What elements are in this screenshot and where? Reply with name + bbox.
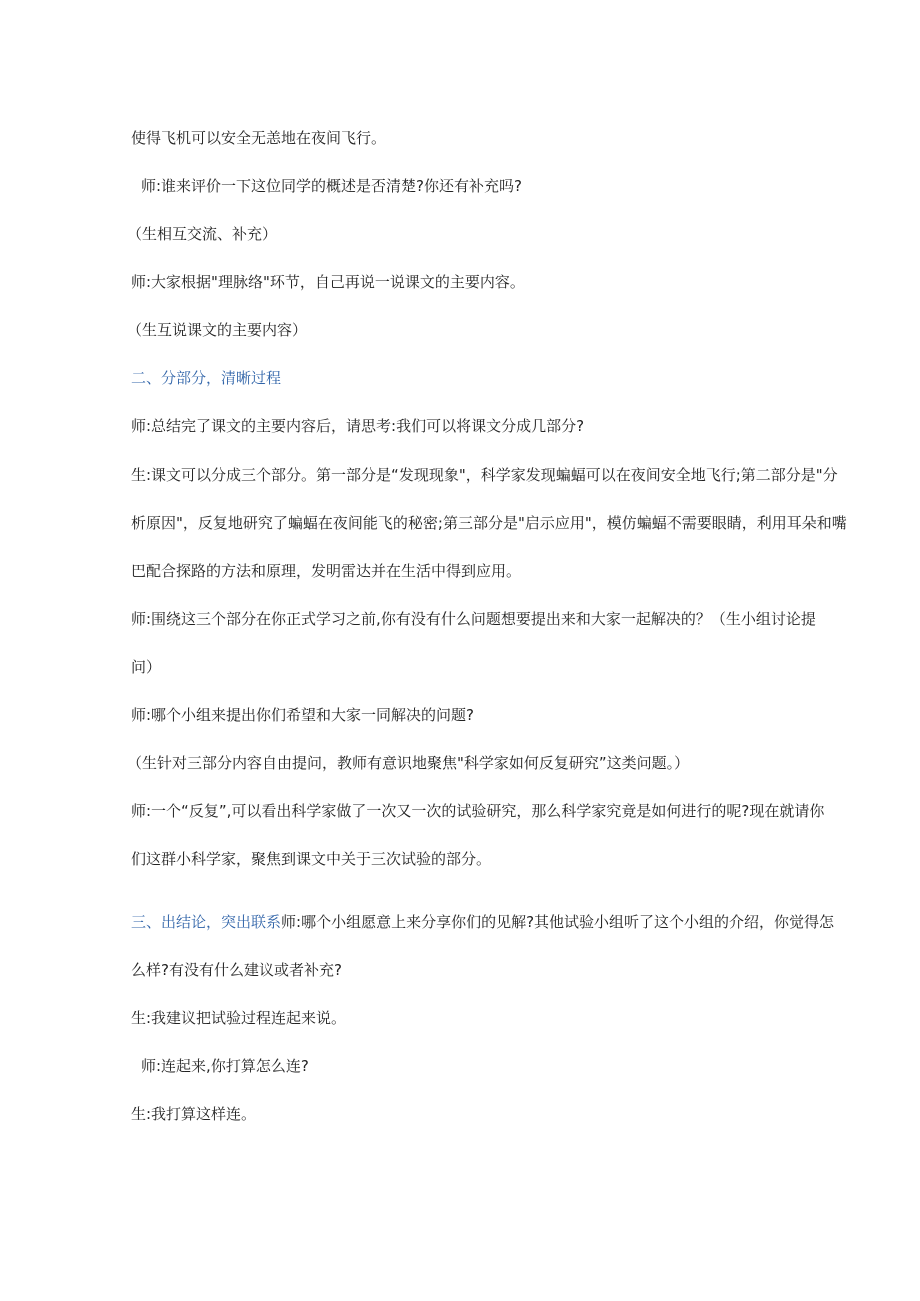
paragraph-line-mixed xyxy=(131,912,834,932)
paragraph-line: 师:大家根据"理脉络"环节，自己再说一说课文的主要内容。 xyxy=(131,273,525,291)
paragraph-line: 生:我建议把试验过程连起来说。 xyxy=(131,1009,347,1027)
paragraph-line: 师:哪个小组来提出你们希望和大家一同解决的问题? xyxy=(131,706,475,724)
paragraph-line: 师:围绕这三个部分在你正式学习之前,你有没有什么问题想要提出来和大家一起解决的？（生小组讨论提 xyxy=(131,610,816,628)
paragraph-line: 生:我打算这样连。 xyxy=(131,1105,257,1123)
section-heading-3: 三、出结论，突出联系 xyxy=(131,913,282,931)
section-heading-2: 二、分部分，清晰过程 xyxy=(131,369,282,387)
paragraph-line: 生:课文可以分成三个部分。第一部分是“发现现象"，科学家发现蝙蝠可以在夜间安全地飞行;第二部分是"分 xyxy=(131,466,838,484)
paragraph-text: 师:哪个小组愿意上来分享你们的见解?其他试验小组听了这个小组的介绍，你觉得怎 xyxy=(281,913,835,931)
paragraph-line: 们这群小科学家，聚焦到课文中关于三次试验的部分。 xyxy=(131,850,492,868)
paragraph-line: 师:谁来评价一下这位同学的概述是否清楚?你还有补充吗? xyxy=(141,177,522,195)
paragraph-line: 师:连起来,你打算怎么连? xyxy=(141,1057,309,1075)
paragraph-line: 师:一个“反复”,可以看出科学家做了一次又一次的试验研究，那么科学家究竟是如何进行的呢?现在就请你 xyxy=(131,802,825,820)
paragraph-line: 问） xyxy=(131,658,162,676)
paragraph-line: 使得飞机可以安全无恙地在夜间飞行。 xyxy=(131,129,387,147)
paragraph-line: 师:总结完了课文的主要内容后，请思考:我们可以将课文分成几部分? xyxy=(131,417,585,435)
paragraph-line: 么样?有没有什么建议或者补充? xyxy=(131,961,342,979)
paragraph-line: 析原因"，反复地研究了蝙蝠在夜间能飞的秘密;第三部分是"启示应用"，模仿蝙蝠不需要眼睛，利用耳朵和嘴 xyxy=(131,514,847,532)
paragraph-line: （生相互交流、补充） xyxy=(127,225,278,243)
paragraph-line: （生互说课文的主要内容） xyxy=(127,321,308,339)
paragraph-line: 巴配合探路的方法和原理，发明雷达并在生活中得到应用。 xyxy=(131,562,522,580)
paragraph-line: （生针对三部分内容自由提问，教师有意识地聚焦"科学家如何反复研究”这类问题。） xyxy=(127,754,690,772)
